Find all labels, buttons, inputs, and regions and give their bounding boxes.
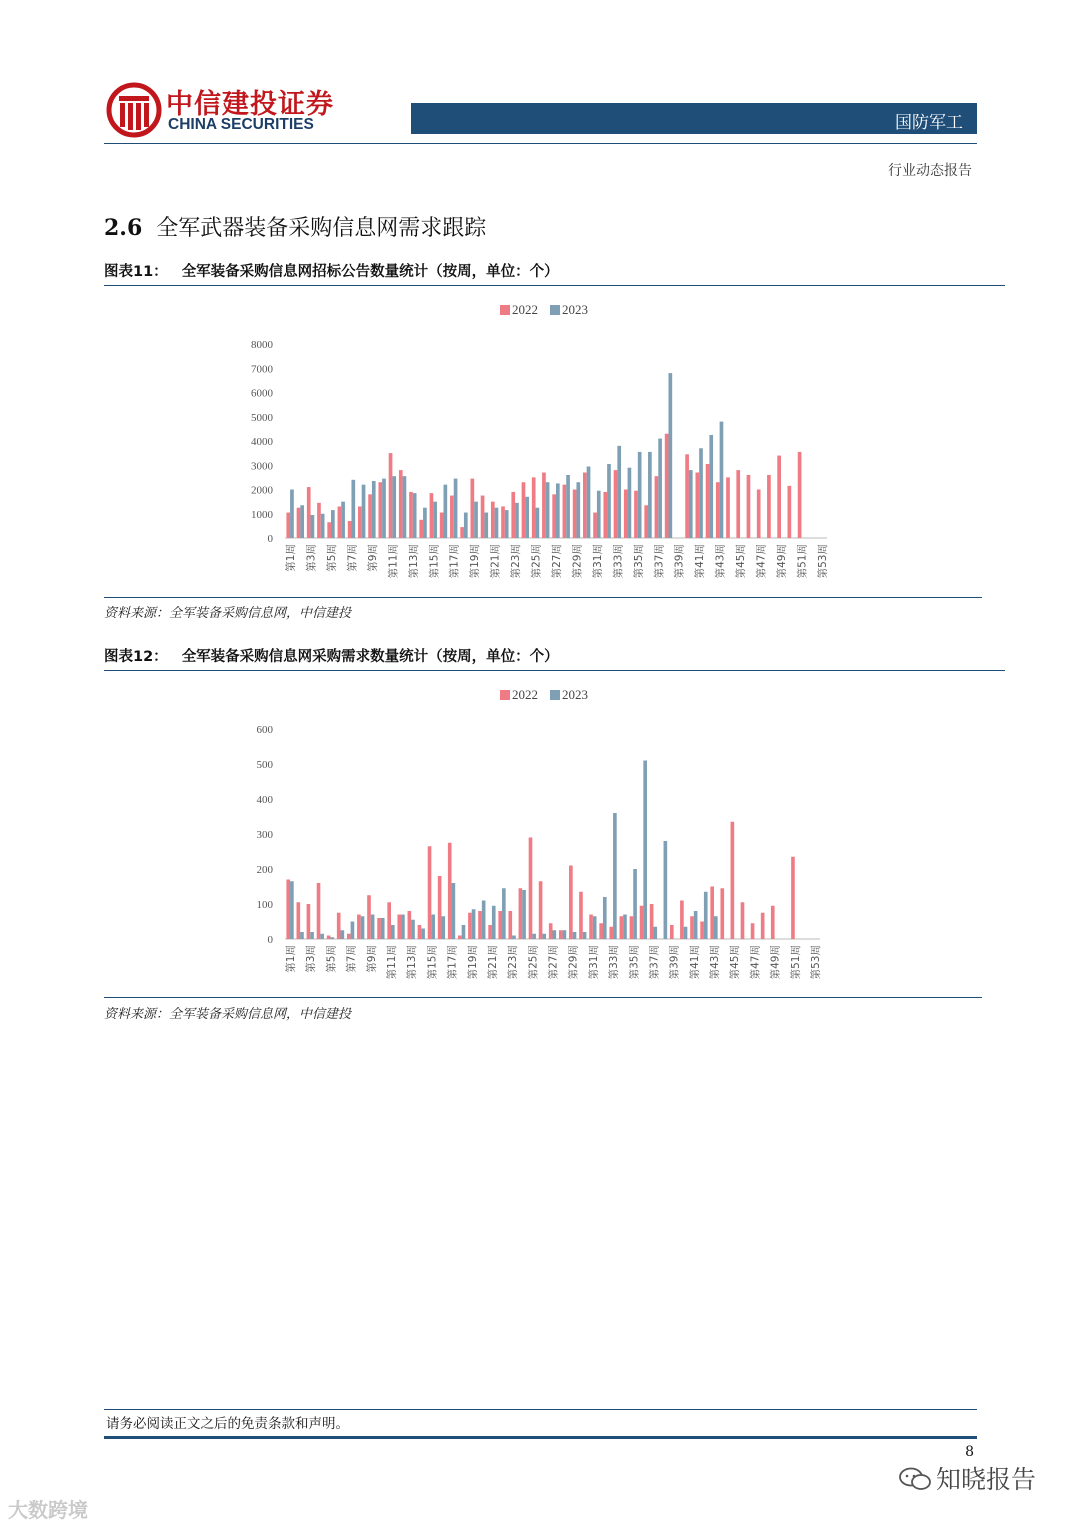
bar-2023-第13周 — [411, 920, 415, 939]
bar-2022-第28周 — [559, 930, 563, 939]
x-tick-label: 第31周 — [591, 544, 604, 579]
legend-swatch-2023 — [550, 690, 560, 700]
bar-2023-第18周 — [464, 513, 468, 538]
bar-2023-第36周 — [648, 452, 652, 538]
x-tick-label: 第13周 — [407, 544, 420, 579]
bar-2023-第28周 — [566, 475, 570, 538]
watermark-right-text: 知晓报告 — [936, 1465, 1037, 1494]
bar-2022-第25周 — [529, 838, 533, 940]
y-tick-label: 2000 — [251, 484, 273, 497]
bar-2023-第37周 — [658, 439, 662, 538]
x-tick-label: 第23周 — [510, 544, 523, 579]
bar-2022-第37周 — [650, 904, 654, 939]
bar-2022-第43周 — [710, 887, 714, 940]
report-type: 行业动态报告 — [888, 163, 972, 179]
bar-2022-第25周 — [532, 477, 536, 538]
bar-2023-第5周 — [331, 510, 335, 538]
bar-2022-第5周 — [327, 522, 331, 538]
bar-2023-第27周 — [556, 483, 560, 538]
chart-bid-announcements-svg — [230, 296, 850, 588]
bar-2023-第31周 — [597, 491, 601, 538]
y-tick-label: 8000 — [251, 339, 273, 351]
figure-11-top-rule — [104, 285, 1005, 286]
x-tick-label: 第11周 — [385, 945, 398, 980]
x-tick-label: 第35周 — [628, 945, 641, 980]
bar-2022-第28周 — [563, 485, 567, 538]
bar-2022-第3周 — [307, 487, 311, 538]
x-tick-label: 第9周 — [366, 544, 379, 572]
x-tick-label: 第17周 — [446, 945, 459, 980]
figure-12-label: 图表12： — [104, 649, 168, 665]
page-number: 8 — [965, 1444, 974, 1460]
legend-label-2023: 2023 — [562, 687, 588, 702]
bar-2022-第2周 — [297, 902, 301, 939]
bar-2023-第14周 — [423, 508, 427, 538]
bar-2022-第14周 — [418, 925, 422, 939]
figure-12-bottom-rule — [104, 997, 982, 998]
bar-2022-第40周 — [680, 901, 684, 940]
x-tick-label: 第43周 — [709, 945, 722, 980]
bar-2023-第7周 — [351, 480, 355, 538]
bar-2023-第11周 — [391, 925, 395, 939]
bar-2022-第24周 — [522, 482, 526, 538]
bar-2023-第38周 — [668, 373, 672, 538]
bar-2022-第42周 — [700, 922, 704, 940]
bar-2022-第35周 — [630, 916, 634, 939]
bar-2022-第46周 — [741, 902, 745, 939]
bar-2023-第6周 — [341, 930, 345, 939]
bar-2022-第8周 — [357, 915, 361, 940]
bar-2023-第35周 — [633, 869, 637, 939]
bar-2023-第7周 — [351, 922, 355, 940]
bar-2023-第15周 — [431, 915, 435, 940]
bar-2023-第24周 — [525, 497, 529, 538]
bar-2022-第2周 — [297, 508, 301, 538]
bar-2022-第3周 — [307, 904, 311, 939]
bar-2022-第30周 — [583, 473, 587, 538]
bar-2023-第13周 — [413, 493, 417, 538]
x-tick-label: 第23周 — [507, 945, 520, 980]
bar-2023-第33周 — [617, 446, 621, 538]
bar-2023-第10周 — [381, 918, 385, 939]
bar-2022-第46周 — [747, 475, 751, 538]
bar-2022-第33周 — [614, 470, 618, 538]
bar-2022-第19周 — [468, 913, 472, 939]
bar-2022-第6周 — [338, 506, 342, 538]
bar-2022-第12周 — [397, 915, 401, 940]
bar-2023-第8周 — [362, 485, 366, 538]
bar-2022-第1周 — [286, 880, 290, 940]
bar-2022-第48周 — [767, 475, 771, 538]
bar-2023-第17周 — [452, 883, 456, 939]
chart-bid-announcements — [230, 296, 850, 588]
figure-12-source: 资料来源：全军装备采购信息网，中信建投 — [104, 1007, 352, 1022]
disclaimer: 请务必阅读正文之后的免责条款和声明。 — [106, 1416, 349, 1432]
bar-2023-第40周 — [689, 470, 693, 538]
bar-2022-第20周 — [481, 496, 485, 538]
figure-12-title — [104, 645, 559, 666]
x-tick-label: 第53周 — [809, 945, 822, 980]
bar-2022-第11周 — [389, 453, 393, 538]
figure-11-caption: 全军装备采购信息网招标公告数量统计（按周，单位：个） — [181, 264, 559, 280]
bar-2023-第33周 — [613, 813, 617, 939]
bar-2023-第23周 — [515, 503, 519, 538]
bar-2022-第27周 — [549, 923, 553, 939]
bar-2023-第16周 — [444, 485, 448, 538]
x-tick-label: 第41周 — [694, 544, 707, 579]
y-tick-label: 4000 — [251, 436, 273, 448]
chart-procurement-demand — [230, 681, 850, 989]
bar-2022-第20周 — [478, 911, 482, 939]
bar-2022-第7周 — [347, 934, 351, 939]
legend-label-2022: 2022 — [512, 687, 538, 702]
bar-2022-第50周 — [788, 486, 792, 538]
bar-2022-第1周 — [286, 513, 290, 538]
bar-2022-第36周 — [644, 505, 648, 538]
bar-2023-第23周 — [512, 936, 516, 940]
bar-2022-第37周 — [655, 476, 659, 538]
bar-2022-第17周 — [450, 496, 454, 538]
y-tick-label: 300 — [256, 829, 273, 841]
x-tick-label: 第45周 — [729, 945, 742, 980]
x-tick-label: 第39周 — [673, 544, 686, 579]
legend-swatch-2022 — [500, 305, 510, 315]
bar-2022-第13周 — [409, 492, 413, 538]
bar-2023-第24周 — [522, 890, 526, 939]
y-tick-label: 6000 — [251, 387, 273, 400]
figure-12-caption: 全军装备采购信息网采购需求数量统计（按周，单位：个） — [181, 649, 559, 665]
x-tick-label: 第27周 — [551, 544, 563, 579]
x-tick-label: 第3周 — [305, 945, 318, 973]
bar-2023-第28周 — [563, 930, 567, 939]
x-tick-label: 第49周 — [769, 945, 782, 980]
x-tick-label: 第1周 — [285, 544, 298, 572]
bar-2022-第36周 — [640, 906, 644, 939]
x-tick-label: 第5周 — [325, 945, 338, 973]
bar-2023-第43周 — [720, 422, 724, 538]
bar-2022-第38周 — [665, 434, 669, 538]
bar-2022-第21周 — [491, 502, 495, 538]
bar-2022-第8周 — [358, 506, 362, 538]
bar-2022-第44周 — [720, 888, 724, 939]
bar-2022-第22周 — [501, 506, 505, 538]
bar-2023-第2周 — [300, 932, 304, 939]
x-tick-label: 第39周 — [668, 945, 681, 980]
bar-2022-第13周 — [408, 911, 412, 939]
bar-2022-第22周 — [498, 911, 502, 939]
bar-2023-第21周 — [495, 508, 499, 538]
chat-bubble-icon — [898, 1467, 932, 1491]
bar-2022-第31周 — [593, 513, 597, 538]
bar-2022-第47周 — [751, 923, 755, 939]
bar-2023-第30周 — [587, 466, 591, 538]
bar-2022-第26周 — [542, 473, 546, 538]
x-tick-label: 第41周 — [688, 945, 701, 980]
y-tick-label: 7000 — [251, 363, 273, 376]
bar-2023-第38周 — [664, 841, 668, 939]
figure-12-top-rule — [104, 670, 1005, 671]
bar-2022-第7周 — [348, 521, 352, 538]
y-tick-label: 1000 — [251, 508, 273, 521]
bar-2022-第17周 — [448, 843, 452, 939]
x-tick-label: 第9周 — [365, 945, 378, 973]
footer-top-rule — [104, 1409, 977, 1410]
bar-2023-第12周 — [403, 476, 407, 538]
bar-2022-第27周 — [552, 494, 556, 538]
x-tick-label: 第13周 — [406, 945, 419, 980]
x-tick-label: 第19周 — [466, 945, 479, 980]
bar-2023-第42周 — [704, 892, 708, 939]
x-tick-label: 第37周 — [648, 945, 661, 980]
bar-2023-第34周 — [623, 915, 627, 940]
bar-2023-第29周 — [576, 482, 580, 538]
y-tick-label: 200 — [256, 864, 273, 876]
bar-2023-第15周 — [433, 502, 437, 538]
brand-name-en: CHINA SECURITIES — [168, 116, 314, 133]
footer-bottom-rule — [104, 1436, 977, 1439]
bar-2022-第44周 — [726, 477, 730, 538]
bar-2022-第33周 — [609, 927, 613, 939]
figure-11-source: 资料来源：全军装备采购信息网，中信建投 — [104, 606, 352, 621]
bar-2022-第16周 — [438, 876, 442, 939]
legend-swatch-2022 — [500, 690, 510, 700]
bar-2022-第51周 — [791, 857, 795, 939]
watermark-right — [898, 1460, 1036, 1496]
bar-2023-第30周 — [583, 932, 587, 939]
bar-2023-第4周 — [321, 514, 325, 538]
y-tick-label: 0 — [267, 934, 273, 946]
y-tick-label: 500 — [256, 759, 273, 771]
chart-procurement-demand-svg — [230, 681, 850, 989]
bar-2023-第19周 — [474, 502, 478, 538]
bar-2022-第23周 — [508, 911, 512, 939]
bar-2022-第5周 — [327, 936, 331, 940]
bar-2022-第18周 — [460, 527, 464, 538]
bar-2023-第11周 — [392, 476, 396, 538]
bar-2022-第15周 — [430, 493, 434, 538]
bar-2022-第9周 — [368, 494, 372, 538]
x-tick-label: 第43周 — [714, 544, 727, 579]
bar-2023-第20周 — [482, 901, 486, 940]
x-tick-label: 第5周 — [326, 544, 339, 572]
bar-2022-第10周 — [377, 918, 381, 939]
x-tick-label: 第15周 — [426, 945, 439, 980]
bar-2022-第42周 — [706, 464, 710, 538]
legend-swatch-2023 — [550, 305, 560, 315]
bar-2022-第19周 — [471, 479, 475, 538]
watermark-left: 大数跨境 — [8, 1498, 88, 1522]
bar-2023-第12周 — [401, 915, 405, 940]
bar-2022-第45周 — [736, 470, 740, 538]
bar-2023-第1周 — [290, 881, 294, 939]
legend-label-2022: 2022 — [512, 302, 538, 317]
x-tick-label: 第51周 — [796, 544, 809, 579]
bar-2023-第34周 — [628, 468, 632, 538]
bar-2023-第5周 — [330, 937, 334, 939]
bar-2023-第27周 — [553, 930, 557, 939]
bar-2022-第41周 — [690, 916, 694, 939]
bar-2022-第45周 — [731, 822, 735, 939]
x-tick-label: 第17周 — [448, 544, 461, 579]
bar-2023-第20周 — [484, 513, 488, 538]
figure-11-title — [104, 260, 559, 281]
bar-2023-第32周 — [607, 464, 611, 538]
bar-2023-第3周 — [311, 515, 315, 538]
x-tick-label: 第33周 — [608, 945, 621, 980]
x-tick-label: 第49周 — [775, 544, 788, 579]
bar-2023-第9周 — [371, 915, 375, 940]
bar-2022-第10周 — [378, 482, 382, 538]
x-tick-label: 第45周 — [735, 544, 748, 579]
x-tick-label: 第21周 — [486, 945, 499, 980]
x-tick-label: 第33周 — [612, 544, 625, 579]
bar-2022-第9周 — [367, 895, 371, 939]
bar-2023-第41周 — [699, 448, 703, 538]
bar-2023-第26周 — [546, 482, 550, 538]
x-tick-label: 第7周 — [345, 945, 358, 973]
bar-2023-第2周 — [300, 505, 304, 538]
bar-2022-第4周 — [317, 883, 321, 939]
bar-2022-第51周 — [798, 452, 802, 538]
bar-2023-第22周 — [505, 510, 509, 538]
x-tick-label: 第53周 — [816, 544, 829, 579]
bar-2023-第40周 — [684, 927, 688, 939]
bar-2022-第32周 — [603, 492, 607, 538]
bar-2022-第12周 — [399, 470, 403, 538]
bar-2022-第21周 — [488, 925, 492, 939]
x-tick-label: 第29周 — [571, 544, 584, 579]
bar-2022-第43周 — [716, 482, 720, 538]
bar-2022-第34周 — [620, 916, 624, 939]
bar-2022-第49周 — [771, 906, 775, 939]
x-tick-label: 第3周 — [305, 544, 318, 572]
bar-2022-第49周 — [777, 456, 781, 538]
x-tick-label: 第19周 — [469, 544, 482, 579]
bar-2023-第10周 — [382, 479, 386, 538]
x-tick-label: 第47周 — [755, 544, 768, 579]
bar-2023-第37周 — [653, 927, 657, 939]
bar-2022-第23周 — [511, 492, 515, 538]
bar-2022-第41周 — [695, 473, 699, 538]
x-tick-label: 第31周 — [587, 945, 600, 980]
y-tick-label: 100 — [256, 899, 273, 911]
bar-2022-第11周 — [387, 902, 391, 939]
bar-2022-第14周 — [419, 520, 423, 538]
bar-2022-第40周 — [685, 454, 689, 538]
bar-2023-第36周 — [643, 761, 647, 940]
figure-11-bottom-rule — [104, 597, 982, 598]
bar-2022-第34周 — [624, 490, 628, 539]
bar-2023-第29周 — [573, 932, 577, 939]
bar-2023-第14周 — [421, 929, 425, 940]
bar-2022-第29周 — [573, 490, 577, 539]
bar-2022-第18周 — [458, 936, 462, 940]
bar-2023-第9周 — [372, 481, 376, 538]
bar-2023-第31周 — [593, 916, 597, 939]
chart-legend — [500, 687, 588, 702]
bar-2022-第39周 — [670, 925, 674, 939]
header-divider — [104, 143, 977, 144]
figure-11-label: 图表11： — [104, 264, 168, 280]
bar-2023-第16周 — [441, 916, 445, 939]
y-tick-label: 400 — [256, 794, 273, 806]
bar-2023-第35周 — [638, 452, 642, 538]
section-number: 2.6 — [104, 215, 143, 241]
bar-2022-第48周 — [761, 913, 765, 939]
bar-2023-第41周 — [694, 911, 698, 939]
bar-2023-第4周 — [320, 934, 324, 939]
y-tick-label: 0 — [267, 533, 273, 545]
x-tick-label: 第1周 — [285, 945, 298, 973]
bar-2023-第18周 — [462, 925, 466, 939]
section-heading — [104, 211, 486, 242]
bar-2023-第19周 — [472, 909, 476, 939]
bar-2023-第3周 — [310, 932, 314, 939]
x-tick-label: 第27周 — [547, 945, 560, 980]
legend-label-2023: 2023 — [562, 302, 588, 317]
x-tick-label: 第35周 — [632, 544, 645, 579]
bar-2023-第8周 — [361, 916, 365, 939]
x-tick-label: 第11周 — [387, 544, 400, 579]
x-tick-label: 第29周 — [567, 945, 580, 980]
x-tick-label: 第51周 — [789, 945, 802, 980]
bar-2023-第17周 — [454, 479, 458, 538]
bar-2023-第21周 — [492, 906, 496, 939]
bar-2023-第25周 — [536, 508, 540, 538]
bar-2022-第6周 — [337, 913, 341, 939]
bar-2023-第42周 — [709, 435, 713, 538]
bar-2022-第4周 — [317, 503, 321, 538]
bar-2022-第47周 — [757, 490, 761, 539]
bar-2022-第35周 — [634, 491, 638, 538]
x-tick-label: 第15周 — [428, 544, 441, 579]
bar-2023-第1周 — [290, 490, 294, 539]
bar-2023-第32周 — [603, 897, 607, 939]
bar-2023-第6周 — [341, 502, 345, 538]
y-tick-label: 5000 — [251, 411, 273, 424]
bar-2022-第30周 — [579, 892, 583, 939]
bar-2023-第43周 — [714, 916, 718, 939]
bar-2023-第25周 — [532, 934, 536, 939]
company-logo-icon — [106, 82, 162, 138]
sector-banner — [411, 103, 977, 134]
section-title: 全军武器装备采购信息网需求跟踪 — [156, 216, 487, 241]
bar-2022-第16周 — [440, 513, 444, 538]
bar-2023-第26周 — [542, 934, 546, 939]
x-tick-label: 第7周 — [346, 544, 359, 572]
x-tick-label: 第21周 — [489, 544, 502, 579]
x-tick-label: 第25周 — [530, 544, 543, 579]
sector-label: 国防军工 — [895, 113, 963, 133]
x-tick-label: 第37周 — [653, 544, 666, 579]
brand-name-cn: 中信建投证券 — [166, 89, 334, 120]
bar-2022-第26周 — [539, 881, 543, 939]
bar-2022-第32周 — [599, 923, 603, 939]
bar-2022-第24周 — [519, 888, 523, 939]
chart-legend — [500, 302, 588, 317]
bar-2022-第15周 — [428, 846, 432, 939]
x-tick-label: 第25周 — [527, 945, 540, 980]
y-tick-label: 3000 — [251, 460, 273, 473]
y-tick-label: 600 — [256, 724, 273, 736]
bar-2023-第22周 — [502, 888, 506, 939]
x-tick-label: 第47周 — [749, 945, 762, 980]
bar-2022-第29周 — [569, 866, 573, 940]
bar-2022-第31周 — [589, 915, 593, 940]
